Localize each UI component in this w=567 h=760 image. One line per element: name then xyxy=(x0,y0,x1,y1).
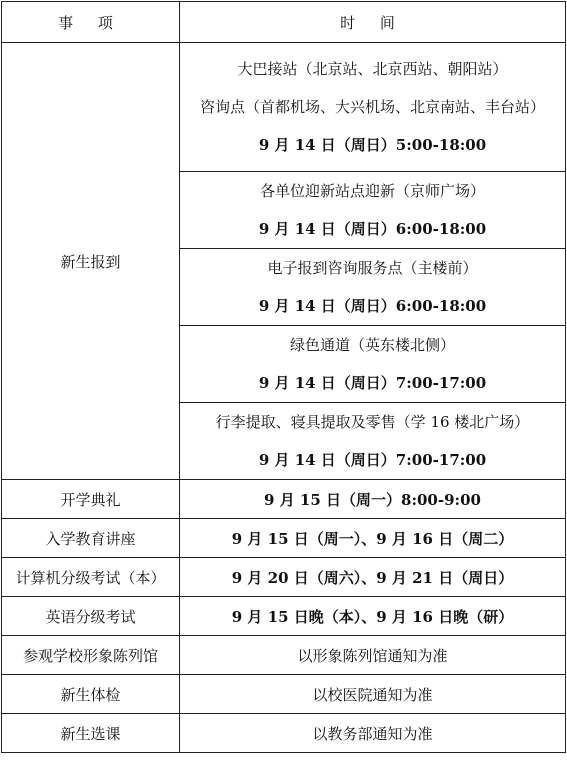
header-row xyxy=(2,2,566,43)
item-cell: 新生选课 xyxy=(2,714,180,753)
registration-location-line: 各单位迎新站点迎新（京师广场） xyxy=(259,182,485,200)
table-row xyxy=(2,480,566,519)
schedule-table xyxy=(1,1,566,753)
registration-location-line: 大巴接站（北京站、北京西站、朝阳站） xyxy=(237,60,508,78)
registration-time-line: 9 月 14 日（周日）6:00-18:00 xyxy=(258,297,487,315)
item-cell: 新生体检 xyxy=(2,675,180,714)
item-cell: 计算机分级考试（本） xyxy=(2,558,180,597)
registration-time-cell xyxy=(180,43,566,172)
registration-label-cell: 新生报到 xyxy=(2,43,180,480)
table-row xyxy=(2,597,566,636)
time-cell: 以形象陈列馆通知为准 xyxy=(180,636,566,675)
registration-time-line: 9 月 14 日（周日）7:00-17:00 xyxy=(258,374,487,392)
registration-time-cell xyxy=(180,172,566,249)
table-row xyxy=(2,519,566,558)
registration-row xyxy=(2,43,566,172)
header-item-cell: 事 项 xyxy=(2,2,180,43)
item-cell: 开学典礼 xyxy=(2,480,180,519)
item-cell: 参观学校形象陈列馆 xyxy=(2,636,180,675)
table-row xyxy=(2,558,566,597)
registration-time-line: 9 月 14 日（周日）7:00-17:00 xyxy=(258,451,487,469)
item-cell: 入学教育讲座 xyxy=(2,519,180,558)
time-cell: 以教务部通知为准 xyxy=(180,714,566,753)
time-cell: 以校医院通知为准 xyxy=(180,675,566,714)
time-cell: 9 月 15 日（周一）8:00-9:00 xyxy=(180,480,566,519)
time-cell: 9 月 15 日（周一）、9 月 16 日（周二） xyxy=(180,519,566,558)
header-time-cell: 时 间 xyxy=(180,2,566,43)
table-row xyxy=(2,636,566,675)
registration-location-line: 咨询点（首都机场、大兴机场、北京南站、丰台站） xyxy=(199,98,545,116)
registration-location-line: 行李提取、寝具提取及零售（学 16 楼北广场） xyxy=(215,413,530,431)
registration-time-line: 9 月 14 日（周日）5:00-18:00 xyxy=(258,136,487,154)
time-cell: 9 月 20 日（周六）、9 月 21 日（周日） xyxy=(180,558,566,597)
registration-time-cell xyxy=(180,403,566,480)
registration-location-line: 电子报到咨询服务点（主楼前） xyxy=(267,259,478,277)
table-row xyxy=(2,675,566,714)
table-row xyxy=(2,714,566,753)
registration-time-line: 9 月 14 日（周日）6:00-18:00 xyxy=(258,220,487,238)
item-cell: 英语分级考试 xyxy=(2,597,180,636)
time-cell: 9 月 15 日晚（本）、9 月 16 日晚（研） xyxy=(180,597,566,636)
registration-time-cell xyxy=(180,249,566,326)
registration-location-line: 绿色通道（英东楼北侧） xyxy=(289,336,455,354)
registration-time-cell xyxy=(180,326,566,403)
